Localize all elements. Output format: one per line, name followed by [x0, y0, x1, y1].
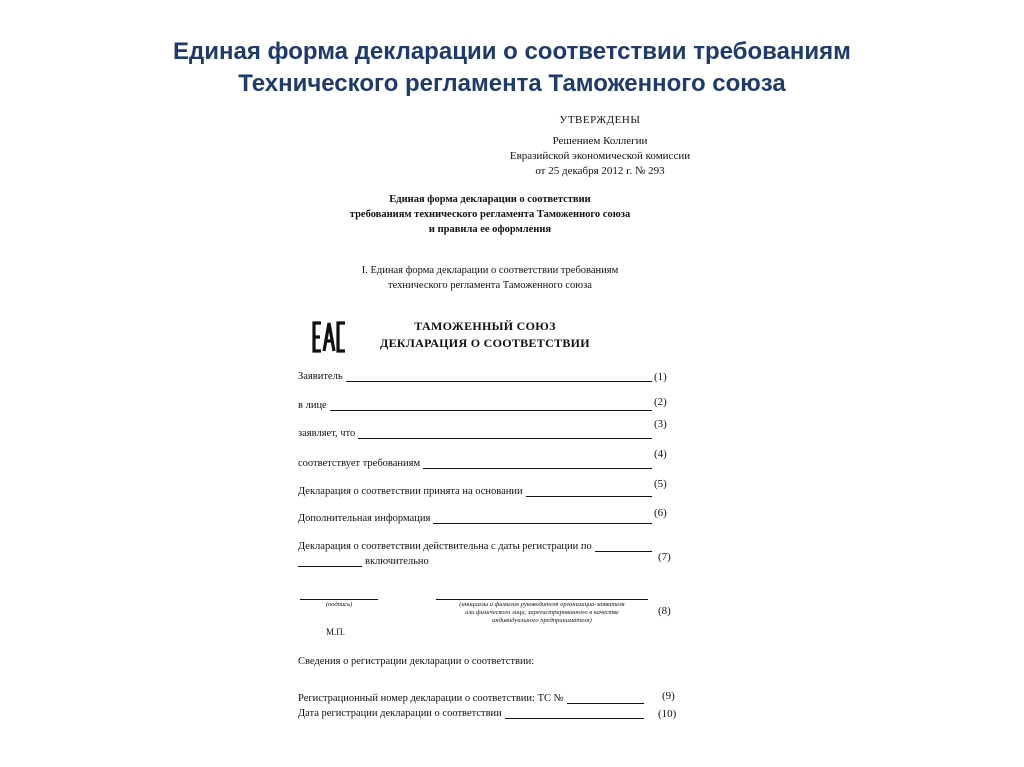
field-number: (8): [658, 605, 671, 617]
validity-inclusive-label: включительно: [365, 556, 429, 567]
eac-mark-icon: [312, 320, 348, 354]
field-number: (4): [654, 448, 667, 460]
field-blank-line: [346, 370, 652, 382]
field-label: Декларация о соответствии принята на основании: [298, 486, 523, 497]
section-line-1: I. Единая форма декларации о соответствии требованиям: [361, 265, 619, 276]
approval-line-3: от 25 декабря 2012 г. № 293: [535, 165, 665, 177]
field-blank-line: [423, 457, 652, 469]
declaration-header-line-1: ТАМОЖЕННЫЙ СОЮЗ: [414, 319, 556, 333]
field-number: (3): [654, 418, 667, 430]
approval-line-1: Решением Коллегии: [552, 135, 648, 147]
field-number: (6): [654, 507, 667, 519]
name-caption: [436, 601, 648, 625]
field-label: заявляет, что: [298, 428, 356, 439]
form-title: [320, 192, 660, 237]
field-blank-line: [433, 512, 652, 524]
approval-title: УТВЕРЖДЕНЫ: [559, 114, 641, 126]
approval-block: [480, 113, 720, 179]
field-blank-line: [330, 399, 652, 411]
registration-number-label: Регистрационный номер декларации о соответствии: ТС №: [298, 693, 564, 704]
approval-line-2: Евразийской экономической комиссии: [509, 150, 691, 162]
validity-end-date-line: [595, 540, 652, 552]
section-line-2: технического регламента Таможенного союза: [388, 280, 592, 291]
field-label: Дополнительная информация: [298, 513, 431, 524]
field-label: соответствует требованиям: [298, 458, 421, 469]
field-blank-line: [358, 427, 652, 439]
registration-date-field: [298, 703, 644, 719]
signature-line: [300, 598, 378, 600]
field-declares-that: [298, 423, 652, 439]
stamp-place: М.П.: [326, 627, 346, 637]
declaration-header: [350, 318, 620, 352]
field-applicant: [298, 366, 652, 382]
name-caption-line-1: (инициалы и фамилия руководителя организации-заявителя: [459, 601, 625, 608]
signature-caption: (подпись): [325, 601, 353, 608]
registration-heading: Сведения о регистрации декларации о соответствии:: [298, 656, 535, 667]
name-line: [436, 598, 648, 600]
form-title-line-1: Единая форма декларации о соответствии: [389, 194, 591, 205]
field-complies-with: [298, 453, 652, 469]
field-number: (1): [654, 371, 667, 383]
slide-title-line-2: Технического регламента Таможенного союза: [238, 70, 786, 97]
field-additional-info: [298, 508, 652, 524]
field-number: (9): [662, 690, 675, 702]
name-caption-line-3: индивидуального предпринимателя): [492, 617, 592, 624]
registration-date-line: [505, 707, 644, 719]
field-validity-continued: [298, 551, 458, 567]
validity-label: Декларация о соответствии действительна с даты регистрации по: [298, 541, 592, 552]
field-label: Заявитель: [298, 371, 343, 382]
field-validity: [298, 536, 652, 552]
field-number: (2): [654, 396, 667, 408]
form-title-line-3: и правила ее оформления: [428, 224, 552, 235]
form-title-line-2: требованиям технического регламента Таможенного союза: [349, 209, 631, 220]
name-caption-line-2: или физического лица, зарегистрированного в качестве: [465, 609, 619, 616]
registration-date-label: Дата регистрации декларации о соответствии: [298, 708, 502, 719]
field-number: (10): [658, 708, 677, 720]
field-represented-by: [298, 395, 652, 411]
field-blank-line: [526, 485, 652, 497]
field-accepted-basis: [298, 481, 652, 497]
validity-date-line: [298, 555, 362, 567]
field-number: (5): [654, 478, 667, 490]
section-heading: [320, 263, 660, 293]
declaration-header-line-2: ДЕКЛАРАЦИЯ О СООТВЕТСТВИИ: [380, 336, 590, 350]
registration-number-field: [298, 688, 644, 704]
field-label: в лице: [298, 400, 327, 411]
slide-title-line-1: Единая форма декларации о соответствии требованиям: [173, 38, 851, 65]
field-number: (7): [658, 551, 671, 563]
